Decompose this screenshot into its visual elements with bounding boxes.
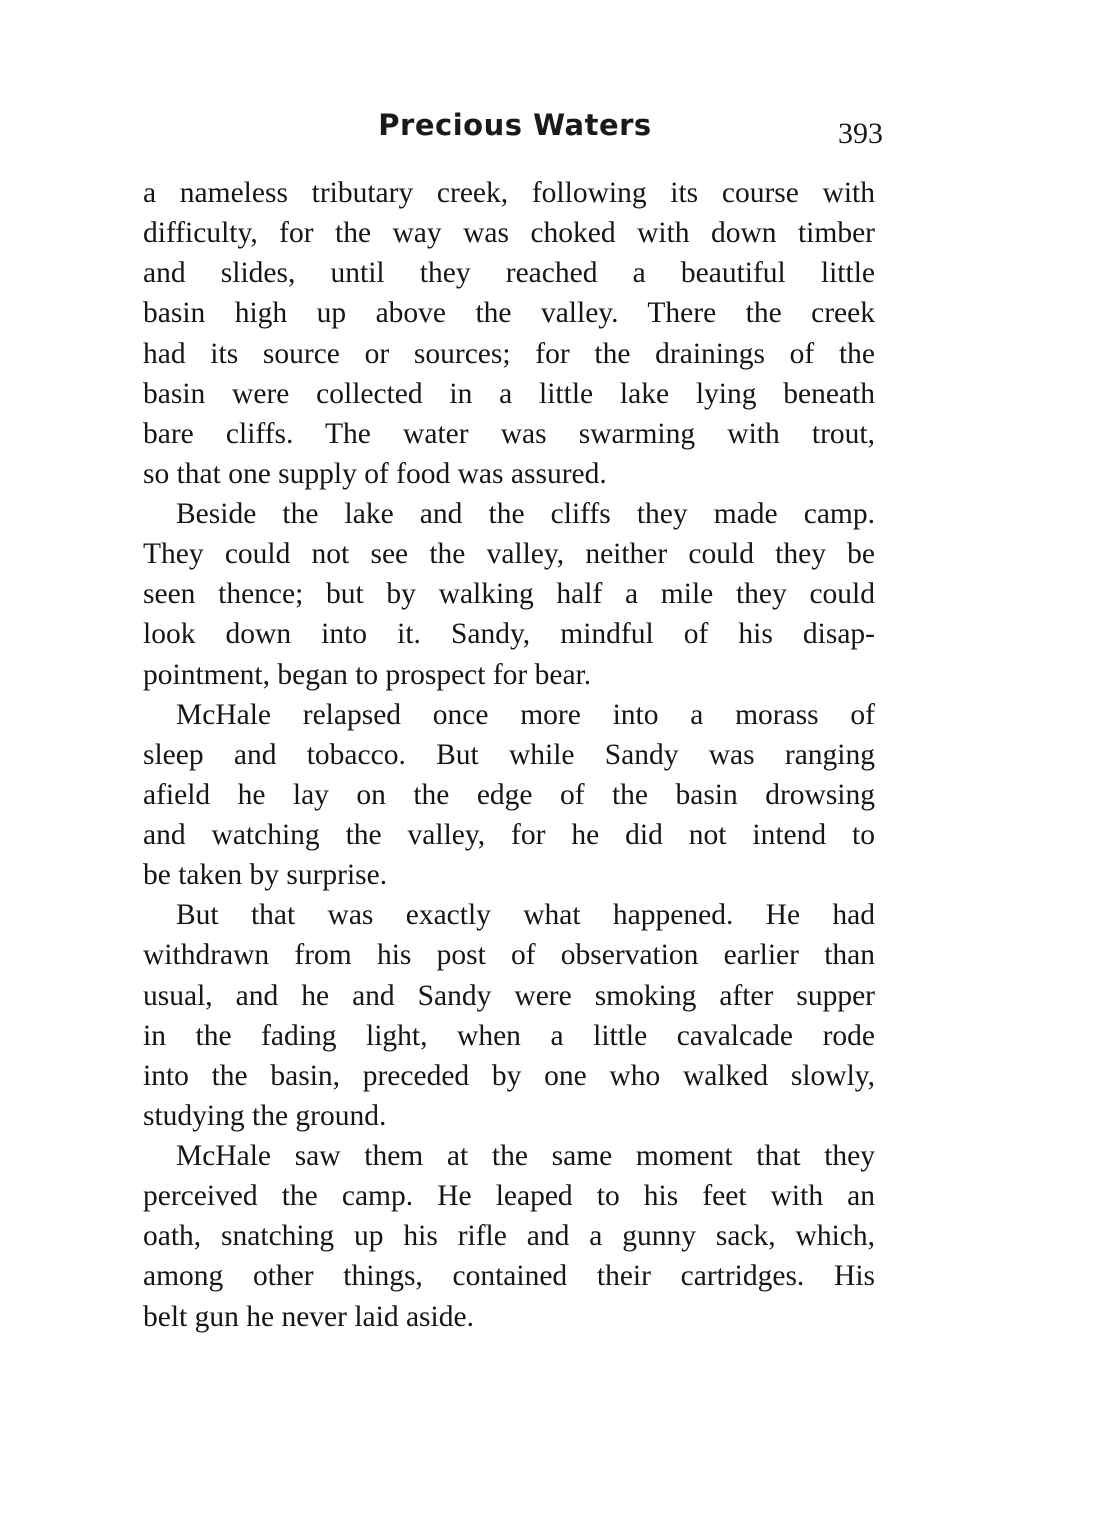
paragraph xyxy=(143,173,875,494)
text-line: belt gun he never laid aside. xyxy=(143,1300,474,1333)
text-line: bare cliffs. The water was swarming with trout, xyxy=(143,417,875,450)
text-line: be taken by surprise. xyxy=(143,859,388,892)
text-line: basin high up above the valley. There the creek xyxy=(143,297,875,330)
text-line: so that one supply of food was assured. xyxy=(143,457,607,490)
text-line: in the fading light, when a little cavalcade rode xyxy=(143,1019,875,1052)
paragraph xyxy=(143,895,875,1136)
text-line: studying the ground. xyxy=(143,1099,387,1132)
text-line: basin were collected in a little lake lying beneath xyxy=(143,377,875,410)
text-line: afield he lay on the edge of the basin drowsing xyxy=(143,778,875,811)
text-line: a nameless tributary creek, following its course with xyxy=(143,177,875,209)
text-line: But that was exactly what happened. He had xyxy=(176,899,875,932)
page-number: 393 xyxy=(838,117,883,150)
text-line: Beside the lake and the cliffs they made camp. xyxy=(176,498,875,530)
text-line: They could not see the valley, neither could they be xyxy=(143,538,875,571)
text-line: and slides, until they reached a beautiful little xyxy=(143,257,875,290)
paragraph xyxy=(143,1136,875,1337)
text-line: look down into it. Sandy, mindful of his disap- xyxy=(143,618,875,651)
paragraph xyxy=(143,695,875,896)
text-line: usual, and he and Sandy were smoking after supper xyxy=(143,979,875,1012)
text-line: had its source or sources; for the drainings of the xyxy=(143,337,875,370)
text-line: pointment, began to prospect for bear. xyxy=(143,658,592,691)
text-line: seen thence; but by walking half a mile they could xyxy=(143,578,875,611)
running-head-title: Precious Waters xyxy=(378,108,652,142)
text-line: difficulty, for the way was choked with down timber xyxy=(143,217,875,250)
text-line: oath, snatching up his rifle and a gunny sack, which, xyxy=(143,1220,875,1253)
body-text xyxy=(143,173,875,1337)
text-line: into the basin, preceded by one who walked slowly, xyxy=(143,1059,875,1092)
text-line: McHale saw them at the same moment that they xyxy=(176,1140,875,1172)
text-line: McHale relapsed once more into a morass of xyxy=(176,698,875,731)
text-line: and watching the valley, for he did not intend to xyxy=(143,819,875,851)
text-line: among other things, contained their cartridges. His xyxy=(143,1260,875,1293)
text-line: perceived the camp. He leaped to his feet with an xyxy=(143,1180,875,1213)
text-line: withdrawn from his post of observation earlier than xyxy=(143,939,875,972)
paragraph xyxy=(143,494,875,695)
text-line: sleep and tobacco. But while Sandy was ranging xyxy=(143,738,875,771)
